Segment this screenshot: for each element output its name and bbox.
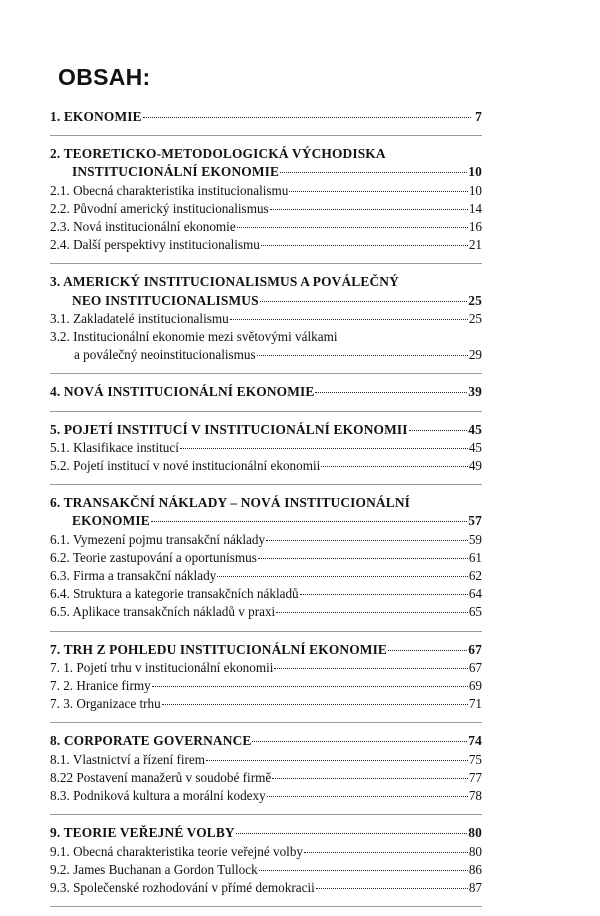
chapter-7 [50,641,482,714]
dot-leader [315,392,467,393]
chapter-8 [50,732,482,805]
entry-page: 87 [468,879,482,895]
entry-page: 49 [468,458,482,474]
dot-leader [206,760,468,761]
dot-leader [261,245,468,246]
toc-entry-6-2 [50,549,482,567]
contents-heading: OBSAH: [58,64,151,90]
entry-title: a poválečný neoinstitucionalismus [74,347,256,363]
toc-entry-chapter-5 [50,421,482,439]
toc-entry-2-4 [50,236,482,254]
toc-entry-chapter-4 [50,383,482,401]
chapter-6 [50,494,482,621]
dot-leader [304,852,468,853]
toc-entry-chapter-8 [50,732,482,750]
toc-entry-2-3 [50,218,482,236]
toc-entry-chapter-7 [50,641,482,659]
dot-leader [236,833,468,834]
entry-page: 29 [468,347,482,363]
chapter-6-title-line-1: 6. TRANSAKČNÍ NÁKLADY – NOVÁ INSTITUCIONÁLNÍ [50,495,411,511]
entry-page: 75 [468,751,482,767]
entry-title: INSTITUCIONÁLNÍ EKONOMIE [72,164,280,180]
entry-page: 45 [468,439,482,455]
toc-entry-9-1 [50,843,482,861]
dot-leader [280,172,467,173]
toc-entry-2-2 [50,200,482,218]
dot-leader [289,191,467,192]
dot-leader [274,668,467,669]
entry-title: 5. POJETÍ INSTITUCÍ V INSTITUCIONÁLNÍ EKONOMII [50,421,408,437]
entry-title: 8.1. Vlastnictví a řízení firem [50,751,206,767]
toc-entry-5-1 [50,439,482,457]
entry-title: 7. TRH Z POHLEDU INSTITUCIONÁLNÍ EKONOMIE [50,641,388,657]
dot-leader [180,448,468,449]
entry-page: 39 [468,384,482,400]
dot-leader [272,778,468,779]
chapter-2 [50,145,482,254]
entry-page: 80 [468,843,482,859]
toc-entry-2-1 [50,182,482,200]
section-divider [50,135,482,136]
toc-entry-9-3 [50,879,482,897]
entry-page: 25 [468,292,482,308]
section-divider [50,814,482,815]
entry-page: 65 [468,604,482,620]
dot-leader [300,594,468,595]
chapter-1 [50,108,482,126]
entry-title: 8.22 Postavení manažerů v soudobé firmě [50,769,272,785]
dot-leader [316,888,468,889]
entry-title: 1. EKONOMIE [50,109,142,124]
dot-leader [162,704,468,705]
entry-page: 64 [468,586,482,602]
dot-leader [259,870,468,871]
dot-leader [237,227,468,228]
dot-leader [267,796,468,797]
dot-leader [260,301,468,302]
entry-title: 2.3. Nová institucionální ekonomie [50,219,236,235]
entry-title: 2.2. Původní americký institucionalismus [50,200,269,216]
chapter-5 [50,421,482,476]
chapter-9 [50,824,482,897]
toc-entry-chapter-1 [50,108,482,126]
entry-title: 7. 1. Pojetí trhu v institucionální ekonomii [50,659,274,675]
toc-entry-3-2 [50,346,482,364]
toc-entry-8-1 [50,751,482,769]
entry-page: 57 [468,513,482,529]
entry-title: 6.1. Vymezení pojmu transakční náklady [50,531,266,547]
entry-title: 5.2. Pojetí institucí v nové institucionální ekonomii [50,458,321,474]
dot-leader [257,355,468,356]
section-divider [50,906,482,907]
toc-entry-7-1 [50,659,482,677]
entry-title: 9.1. Obecná charakteristika teorie veřejné volby [50,843,304,859]
toc-entry-chapter-3 [50,292,482,310]
entry-title: 9. TEORIE VEŘEJNÉ VOLBY [50,825,235,841]
entry-title: 7. 2. Hranice firmy [50,678,151,694]
entry-page: 7 [475,109,482,124]
entry-page: 67 [468,659,482,675]
entry-title: 7. 3. Organizace trhu [50,696,161,712]
toc-entry-8-2 [50,769,482,787]
toc-entry-7-2 [50,677,482,695]
entry-title: EKONOMIE [72,513,150,529]
toc-entry-chapter-2 [50,163,482,181]
entry-page: 71 [468,696,482,712]
dot-leader [409,430,468,431]
entry-title: NEO INSTITUCIONALISMUS [72,292,259,308]
entry-title: 2.1. Obecná charakteristika institucionalismu [50,182,289,198]
toc-entry-6-5 [50,603,482,621]
table-of-contents [50,108,482,916]
toc-entry-6-1 [50,531,482,549]
dot-leader [388,650,467,651]
entry-page: 78 [468,788,482,804]
entry-page: 45 [468,421,482,437]
dot-leader [230,319,468,320]
toc-entry-chapter-6 [50,512,482,530]
toc-entry-5-2 [50,457,482,475]
entry-page: 74 [468,733,482,749]
dot-leader [217,576,468,577]
entry-page: 10 [468,182,482,198]
entry-page: 80 [468,825,482,841]
entry-title: 9.2. James Buchanan a Gordon Tullock [50,861,258,877]
toc-entry-3-2-line-1: 3.2. Institucionální ekonomie mezi světovými válkami [50,329,338,345]
section-divider [50,263,482,264]
dot-leader [252,741,467,742]
dot-leader [152,686,468,687]
section-divider [50,373,482,374]
entry-page: 62 [468,568,482,584]
dot-leader [276,612,468,613]
entry-title: 4. NOVÁ INSTITUCIONÁLNÍ EKONOMIE [50,384,315,400]
section-divider [50,631,482,632]
entry-page: 69 [468,678,482,694]
dot-leader [270,209,468,210]
dot-leader [321,466,467,467]
section-divider [50,411,482,412]
dot-leader [151,521,467,522]
entry-title: 3.1. Zakladatelé institucionalismu [50,310,229,326]
chapter-2-title-line-1: 2. TEORETICKO-METODOLOGICKÁ VÝCHODISKA [50,146,386,162]
chapter-4 [50,383,482,401]
section-divider [50,484,482,485]
entry-page: 10 [468,164,482,180]
entry-page: 16 [468,219,482,235]
entry-page: 59 [468,531,482,547]
chapter-3 [50,273,482,364]
entry-page: 14 [468,200,482,216]
toc-entry-6-3 [50,567,482,585]
toc-entry-8-3 [50,787,482,805]
entry-page: 61 [468,549,482,565]
toc-entry-9-2 [50,861,482,879]
entry-title: 6.5. Aplikace transakčních nákladů v praxi [50,604,276,620]
entry-title: 8. CORPORATE GOVERNANCE [50,733,252,749]
entry-title: 5.1. Klasifikace institucí [50,439,179,455]
entry-page: 77 [468,769,482,785]
toc-entry-7-3 [50,695,482,713]
entry-title: 9.3. Společenské rozhodování v přímé demokracii [50,879,315,895]
toc-entry-6-4 [50,585,482,603]
entry-page: 67 [468,641,482,657]
section-divider [50,722,482,723]
dot-leader [143,117,471,118]
dot-leader [266,540,468,541]
entry-title: 2.4. Další perspektivy institucionalismu [50,237,260,253]
dot-leader [258,558,468,559]
entry-page: 21 [468,237,482,253]
chapter-3-title-line-1: 3. AMERICKÝ INSTITUCIONALISMUS A POVÁLEČNÝ [50,274,399,290]
entry-title: 6.2. Teorie zastupování a oportunismus [50,549,257,565]
entry-title: 6.4. Struktura a kategorie transakčních nákladů [50,586,299,602]
entry-page: 25 [468,310,482,326]
entry-page: 86 [468,861,482,877]
entry-title: 6.3. Firma a transakční náklady [50,568,217,584]
entry-title: 8.3. Podniková kultura a morální kodexy [50,788,266,804]
toc-entry-chapter-9 [50,824,482,842]
toc-entry-3-1 [50,310,482,328]
